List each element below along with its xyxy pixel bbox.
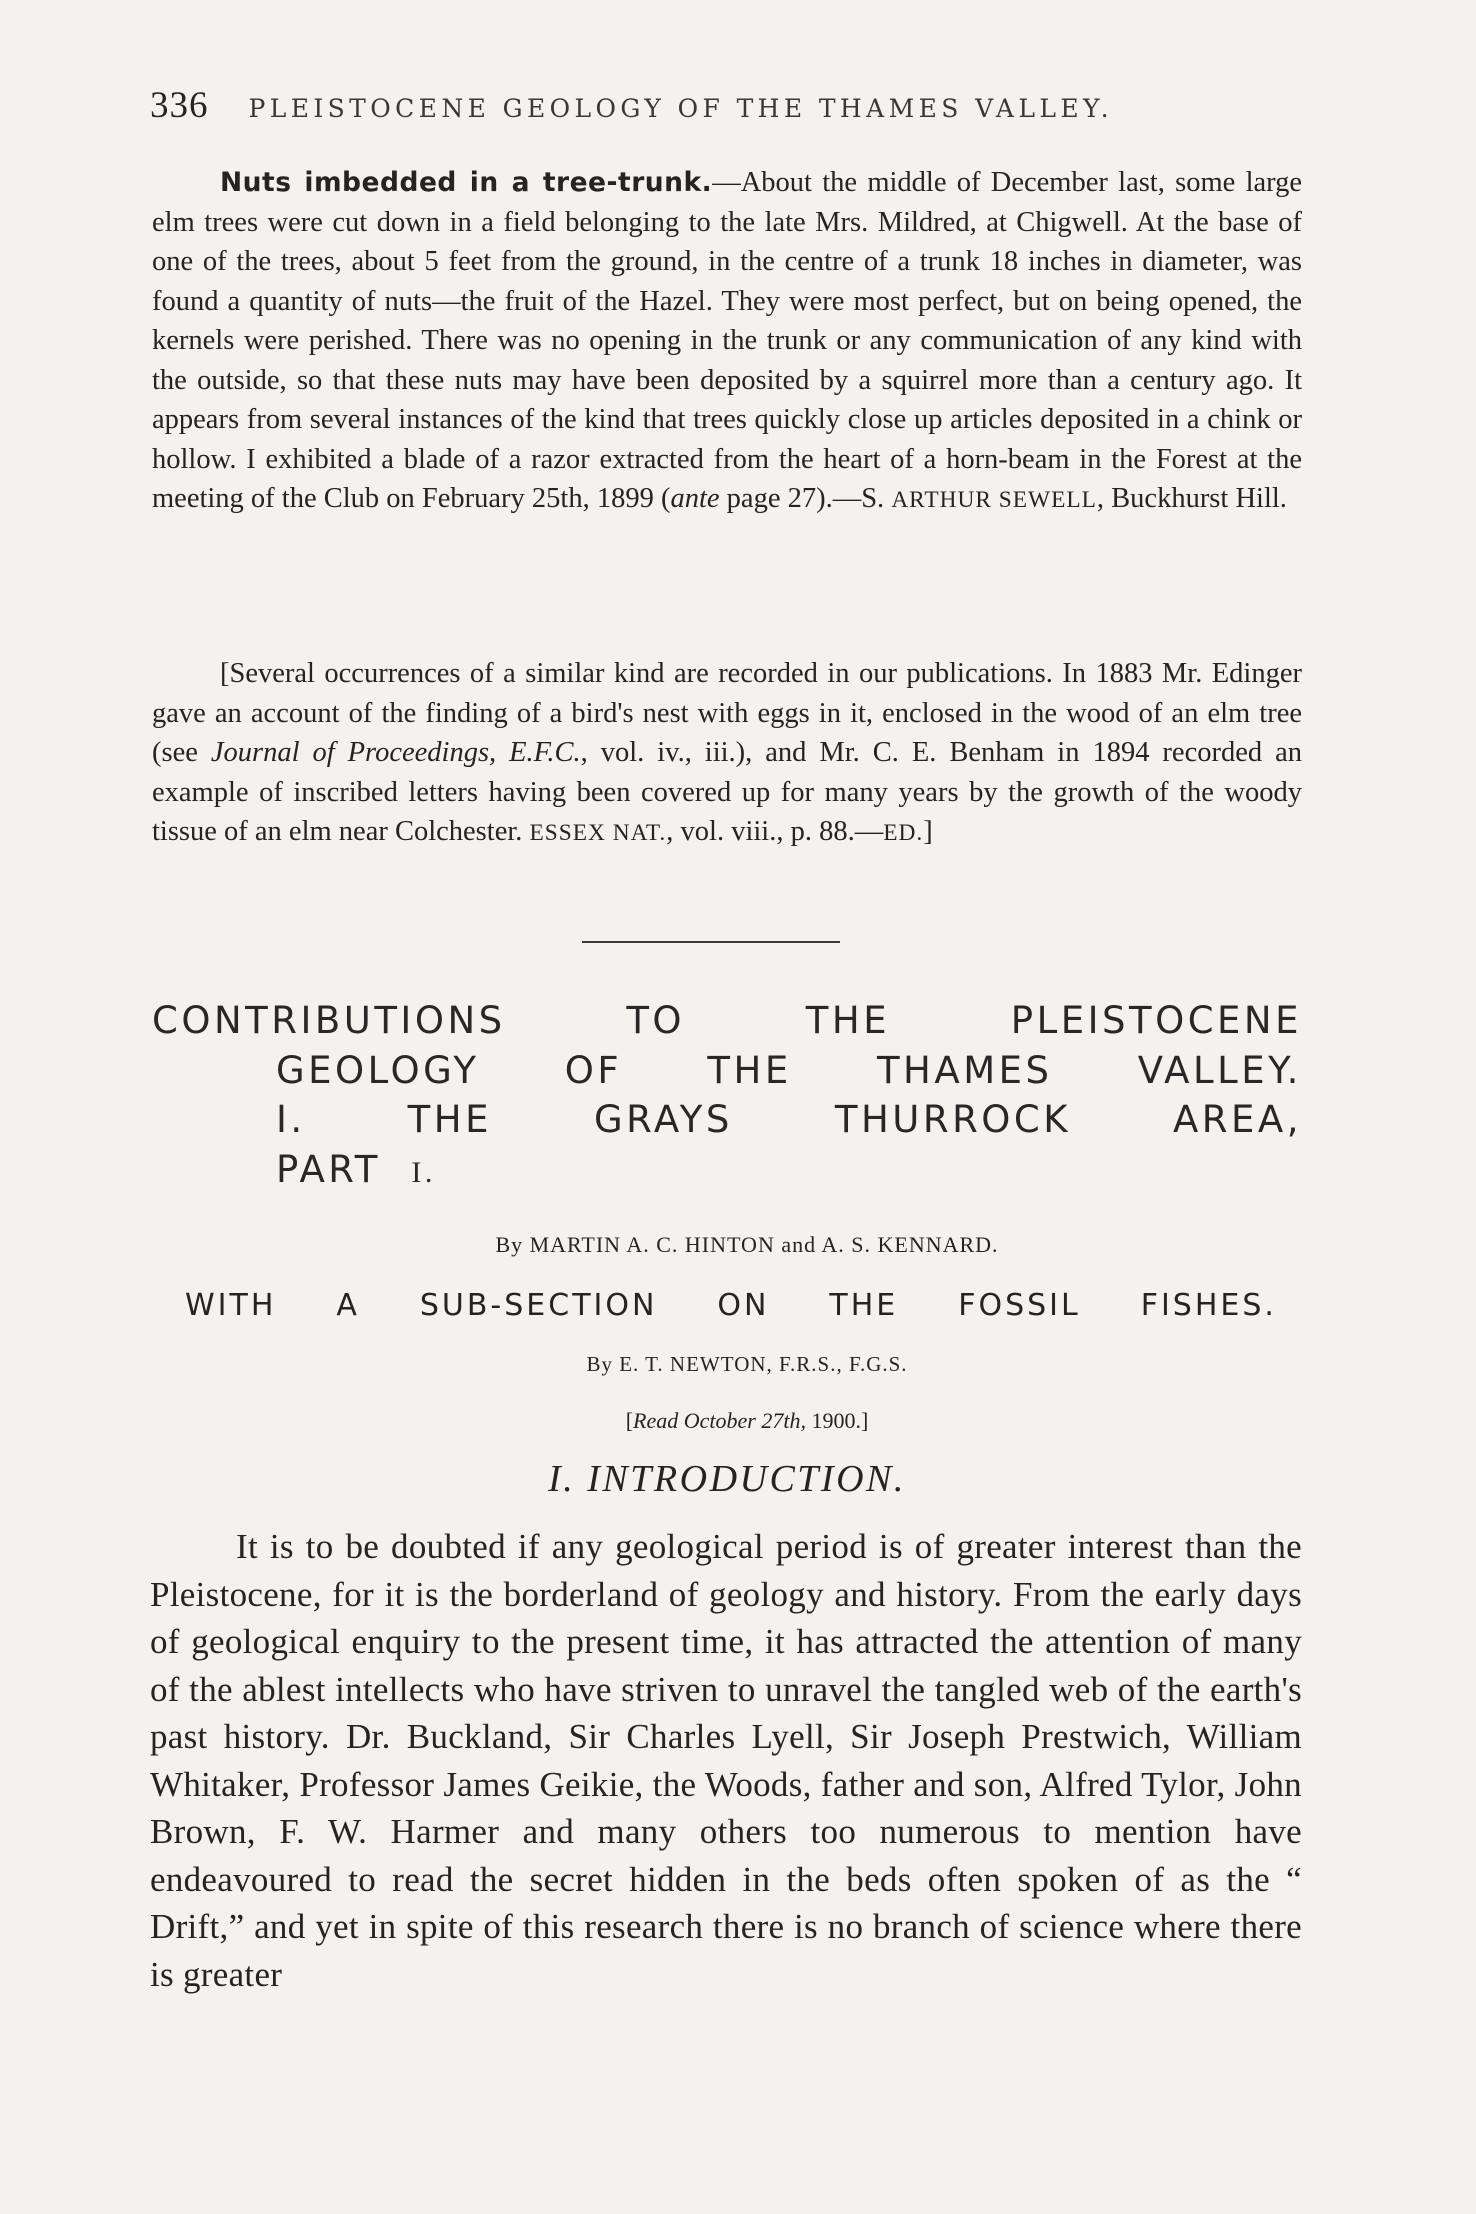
editor-note-close: ]: [923, 816, 933, 847]
subsection-title: [185, 1288, 1277, 1323]
ante-word: ante: [670, 483, 720, 514]
subsection-word: SUB-SECTION: [419, 1288, 658, 1323]
editor-signature: ED.: [883, 820, 924, 846]
essex-nat-reference: ESSEX NAT.: [529, 820, 667, 846]
title-word: AREA,: [1173, 1098, 1302, 1141]
title-line-3: [152, 1095, 1302, 1145]
running-title: PLEISTOCENE GEOLOGY OF THE THAMES VALLEY.: [248, 94, 1113, 123]
read-date-label: Read October 27th,: [633, 1408, 806, 1433]
signature-name: ARTHUR SEWELL: [891, 487, 1097, 513]
title-word: PART: [276, 1147, 381, 1191]
editor-note: [152, 654, 1302, 854]
title-word: THAMES: [876, 1048, 1053, 1092]
page-number: 336: [150, 85, 209, 126]
editor-note-part1: [Several occurrences of a similar kind are recorded in our publications. In 1883 Mr. Edinger gave an account of the finding of a bird's nest with eggs in it, enclosed in the wood of an elm tree (see: [152, 658, 1302, 768]
section-heading: I. INTRODUCTION.: [548, 1458, 906, 1500]
subsection-word: FOSSIL: [958, 1288, 1081, 1323]
title-line-1: [152, 996, 1302, 1046]
signature-location: , Buckhurst Hill.: [1096, 483, 1287, 514]
subsection-author: By E. T. NEWTON, F.R.S., F.G.S.: [586, 1352, 908, 1376]
editor-note-paragraph: [152, 654, 1302, 854]
article-title: [152, 996, 1302, 1197]
nuts-note-body-end: page 27).—S.: [719, 483, 892, 514]
title-word: I.: [276, 1098, 306, 1141]
title-word: GEOLOGY: [276, 1048, 480, 1092]
subsection-word: FISHES.: [1140, 1288, 1277, 1323]
subsection-word: WITH: [185, 1288, 277, 1323]
title-word: THURROCK: [834, 1098, 1072, 1141]
section-divider: [582, 941, 840, 943]
editor-note-part2: , vol. iv., iii.), and Mr. C. E. Benham in 1894 recorded an example of inscribed letters having been covered up for many years by the growth of the woody tissue of an elm near Colchester.: [152, 737, 1302, 847]
title-word: CONTRIBUTIONS: [152, 999, 506, 1042]
title-line-2: [152, 1046, 1302, 1096]
editor-note-part3: , vol. viii., p. 88.—: [666, 816, 884, 847]
journal-reference: Journal of Proceedings, E.F.C.: [210, 737, 581, 768]
subsection-word: ON: [717, 1288, 770, 1323]
subsection-word: THE: [829, 1288, 899, 1323]
nuts-note: [152, 163, 1302, 521]
intro-body: [150, 1523, 1302, 1998]
title-word: OF: [564, 1048, 623, 1092]
article-authors: By MARTIN A. C. HINTON and A. S. KENNARD.: [495, 1232, 999, 1257]
title-line-4: [152, 1145, 1302, 1198]
title-word: PLEISTOCENE: [1010, 999, 1302, 1042]
nuts-note-title: Nuts imbedded in a tree-trunk.: [220, 167, 713, 198]
intro-paragraph: It is to be doubted if any geological period is of greater interest than the Pleistocene, for it is the borderland of geology and history. From the early days of geological enquiry to the present time, it has attracted the attention of many of the ablest intellects who have striven to unravel the tangled web of the earth's past history. Dr. Buckland, Sir Charles Lyell, Sir Joseph Prestwich, William Whitaker, Professor James Geikie, the Woods, father and son, Alfred Tylor, John Brown, F. W. Harmer and many others too numerous to mention have endeavoured to read the secret hidden in the beds often spoken of as the “ Drift,” and yet in spite of this research there is no branch of science where there is greater: [150, 1527, 1302, 1994]
subsection-word: A: [336, 1288, 360, 1323]
title-word: THE: [707, 1048, 792, 1092]
title-word: GRAYS: [593, 1098, 733, 1141]
title-word: I.: [411, 1155, 436, 1189]
running-header: [150, 84, 1310, 134]
read-date-year: 1900.: [811, 1408, 861, 1433]
title-word: VALLEY.: [1137, 1048, 1302, 1092]
nuts-note-paragraph: [152, 163, 1302, 521]
title-word: THE: [407, 1098, 492, 1141]
title-word: THE: [805, 999, 891, 1042]
nuts-note-body: —About the middle of December last, some large elm trees were cut down in a field belonging to the late Mrs. Mildred, at Chigwell. At the base of one of the trees, about 5 feet from the ground, in the centre of a trunk 18 inches in diameter, was found a quantity of nuts—the fruit of the Hazel. They were most perfect, but on being opened, the kernels were perished. There was no opening in the trunk or any communication of any kind with the outside, so that these nuts may have been deposited by a squirrel more than a century ago. It appears from several instances of the kind that trees quickly close up articles deposited in a chink or hollow. I exhibited a blade of a razor extracted from the heart of a horn-beam in the Forest at the meeting of the Club on February 25th, 1899 (: [152, 167, 1303, 514]
title-word: TO: [626, 999, 686, 1042]
read-date: [Read October 27th, 1900.]: [625, 1408, 869, 1433]
